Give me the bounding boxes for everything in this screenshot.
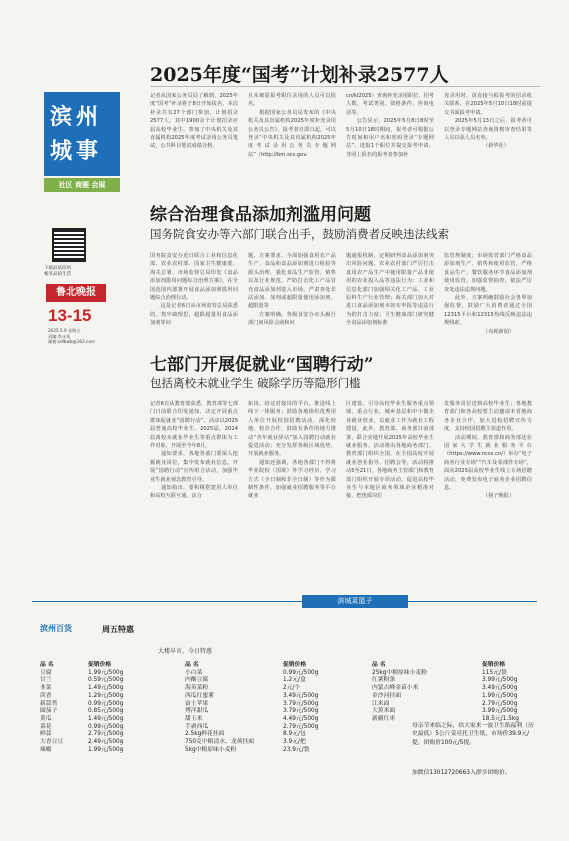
col-header-name: 品 名 [185,662,199,668]
product-price: 1.49元/500g [88,715,124,722]
banner-rule [32,601,537,602]
product-name: 西瓜红蜜薯 [185,692,214,699]
article2-col1: 国务院食安办近日联合工业和信息化部、农业农村部、国家卫生健康委、海关总署、市场监督总局印发《食品添加剂滥用问题综合治理方案》，在全国范围内部署开展食品添加剂滥用问题综合治理行动。 这是记者6日从市场监管总局获悉的。筑牢疏理思，超限超量用食品添加剂等问 [150,253,238,327]
table-row [185,708,365,716]
product-price: 2.79元/500g [283,723,319,730]
product-name: 黄瓜 [40,715,52,722]
table-row [40,747,170,755]
table-row [185,693,365,701]
section-logo [44,92,120,176]
article3-col4: 发服务岗位送到高校毕业生；各地教育部门和各高校要主动邀请本省地商务企业合作，加大进校招聘宣传力度，支持校园招聘主渠道作用。 活动期间，教育部和商务部还在国家大学生就业服务平台（https://www.ncss.cn/）举办“电子商务行业专场”“汽车及零部件专场”，面向2025届高校毕业生线上专场招聘活动，免费发布电子商务企业招聘信息。 （扬子晚报） [444,401,532,500]
table-row [40,685,170,693]
product-price: 1.99元/500g [88,746,124,753]
table-row [185,731,365,739]
table-row [185,670,365,678]
product-name: 菜花 [40,723,52,730]
product-name: 小白菜 [185,669,203,676]
article2-col4: 监管规制度；市场监管部门严格食品添加剂生产、销售和使用监管，严格食品生产、餐饮服务环节食品添加剂使用监管，加强监督抽查，依法严厉查处违法违规问题。 此外，方案明确鼓励社会各界加强监督，鼓励广大消费者通过全国12315平台和12315热线反映违法违规线索。 （央视新闻） [444,253,532,335]
product-price: 0.99元/500g [88,723,124,730]
product-name: 豆腐 [40,669,52,676]
product-name: 韭菜 [40,685,52,692]
article1-headline: 2025年度“国考”计划补录2577人 [150,64,449,86]
col-header-price: 促销价格 [482,662,506,668]
product-name: 富士苹果 [185,700,209,707]
product-price: 23.9元/袋 [283,746,310,753]
product-name: 海英菜粉 [185,685,209,692]
issue-meta [48,328,95,345]
table-row [185,677,365,685]
page-range: 13-15 [48,306,92,325]
product-price: 1.29元/500g [88,692,124,699]
product-price: 3.49元/500g [482,685,518,692]
table-row [372,677,542,685]
table-header [372,662,542,670]
table-row [185,747,365,755]
product-name: 大黄米面 [372,708,396,715]
promo-note: 母亲节来临之际，给大家来一波卫生纸福利（历史最低）5公斤姜亮托卫生纸，市场价39.9元/提，团购价100元/5提。 [412,723,534,746]
product-price: 18.5元/1.5kg [482,715,519,722]
product-price: 2元/个 [283,685,301,692]
product-price: 0.59元/500g [88,677,124,684]
table-row [372,708,542,716]
market-subtitle: 大楼早市，今日特惠 [158,648,213,655]
product-name: 大青豆豆 [40,739,64,746]
product-name: 博洋甜瓜 [185,708,209,715]
product-name: 新疆红枣 [372,715,396,722]
product-price: 3.49元/500g [283,692,319,699]
col-header-name: 品 名 [372,662,386,668]
market-title: 周五特惠 [102,625,134,634]
table-row [372,685,542,693]
price-table-2 [185,662,365,754]
price-table-3 [372,662,542,724]
product-name: 圆茄子 [40,708,58,715]
product-name: 内蒙古峰金苗小米 [372,685,419,692]
article1-col4: 充录用时，请直接与拟报考的招录机关联系，在2025年5月10日18时前提交书面报考申请。 2025年5月13日之后，报考者可以登录专题网站查询资格审查结果等人员以获人员名单。 （新华社） [444,93,532,150]
product-name: 750克中粮清水、龙须挂面 [185,739,255,746]
product-price: 0.99元/500g [88,700,124,707]
product-price: 2.79元/500g [88,731,124,738]
product-price: 3.99元/500g [482,677,518,684]
product-name: 红薯粉条 [372,677,396,684]
product-price: 0.99元/500g [283,669,319,676]
qr-caption: 下载品质滨州 畅享品质生活 [44,266,71,277]
product-name: 甘兰 [40,677,52,684]
table-row [185,739,365,747]
table-row [185,685,365,693]
market-banner: 滨城菜篮子 [302,595,408,608]
article2-headline: 综合治理食品添加剂滥用问题 [150,205,371,225]
table-row [372,693,542,701]
product-price: 3.79元/500g [283,708,319,715]
product-name: 江米面 [372,700,390,707]
table-row [40,693,170,701]
product-price: 1.99元/500g [88,669,124,676]
table-row [40,739,170,747]
article2-col2: 题，方案要求，全面加强食用农产品生产、食品和食品添加剂进口检验等源头治理，强化食品生产监管，销售以及行业规范，严防打击化工产品冒充食品添加剂进入市场，严肃查处非法添加、加剂或超限量使用添加剂、超限量等 方案明确，各级食安办牵头履行部门间风险会商和问 [248,253,336,327]
table-header [40,662,170,670]
article3-headline: 七部门开展促就业“国聘行动” [150,355,374,375]
issue-date: 2025.5.9 星期五 [48,328,81,333]
article3-col3: 区建设，引导高校毕业生服务重点领域、重点行业，城乡基层和中小微企业就业创业，以就业工作为就业工程建设，此外，教育部、商务部日前部署，联合实地开展2025年高校毕业生就业服务。活动将由各地商务部门、教育部门组织全国，在全国高校开展就业创业指导、招聘会等，活动将推动5至21日，各地商务主管部门和教育部门组织开展专项活动，促进高校毕业生与本地区商务领域企业精准对接，把优质岗位 [346,401,434,500]
table-row [40,677,170,685]
product-name: 25kg中粮原味小麦粉 [372,669,427,676]
product-price: 3.9元/把 [283,739,306,746]
product-name: 金沙河挂面 [372,692,401,699]
table-header [185,662,365,670]
product-price: 3.99元/500g [482,708,518,715]
section-subtitle: 社区 商圈 会展 [44,178,120,192]
promo-contact: 加微信13012720663入群享团购价。 [412,770,511,776]
product-name: 手剥西瓜 [185,723,209,730]
article1-col1: 记者从国家公务员局了解到，2025年度“国考”补录将于8日开始报名，本次补录共有27个部门参加，计划招录2577人，其中1900余个计划招录应届高校毕业生。参加了中央机关及其直属机构2025年度考试录用公务员笔试，公共科目笔试成绩合格， [150,93,238,150]
article1-col3: cn/kl2025）查询补充录用职位、招考人数、考试类别、资格条件、咨询电话等。 公告显示，2025年5月8日8时至5月10日18时期间，报考者可根据公告时间和用户名和密码登录“专题网站”，选报1个职位并提交报考申请。非同上报名的报考者参加补 [346,93,434,158]
article3-col2: 拓岗，给这对接岗的平台，推进线上线下一体服务；鼓励各地组织优秀用人单位开展校园招聘活动，深化校地、校企合作，鼓励有条件的地方推动“青年就业驿站”加入国聘行动就业促进活动；充分发挥各级区域优势，开展就业服务。 通知还强调，各地各部门不得将毕业院校（国境）外学习经历、学习方式（全日制和非全日制）等作为限制性条件，加强就业招聘服务等平台就业 [248,401,336,500]
article3-col1: 记者6日从教育部获悉，教育部等七部门日前联合印发通知，决定开展重点群体促就业“国聘行动”。活动以2025届普通高校毕业生、2025届、2024届离校未就业毕业生等重点群体为工作对象，开展至今年8月。 通知要求，各地各部门要深入挖掘就业岗位，集中发布就业信息。开展“国聘行动”宣传组合活动，加强毕业生就业观念教育引导。 通知指出，要积极搭建用人单位和高校互联互通，活合 [150,401,238,500]
table-row [40,731,170,739]
product-name: 鲜蒜 [40,731,52,738]
article3-subhead: 包括离校未就业学生 破除学历等隐形门槛 [150,376,361,390]
logo-line2: 城事 [50,138,103,164]
product-price: 0.85元/500g [88,708,124,715]
article1-col2: 且未被原报考职位录用的人员可以报名。 根据国家公务员局发布的《中央机关及其直属机构2025年度补充录用公务员公告》，报考者自即日起，可以登录“中央机关及其直属机构2025年度考试录用公务员专题网站”（http://bm.scs.gov. [248,93,336,158]
product-price: 1.99元/500g [482,692,518,699]
product-price: 8.9元/包 [283,731,306,738]
product-price: 4.49元/500g [283,715,319,722]
divider [150,86,540,87]
table-row [40,716,170,724]
table-row [185,716,365,724]
product-name: 内酯豆腐 [185,677,209,684]
table-row [185,701,365,709]
product-price: 1.2元/盒 [283,677,306,684]
product-price: 115元/袋 [482,669,507,676]
table-row [40,708,170,716]
product-name: 辣椒 [40,746,52,753]
paper-logo: 鲁北晚报 [46,284,106,302]
price-table-1 [40,662,170,754]
product-name: 5kg中粮原味小麦粉 [185,746,237,753]
col-header-name: 品 名 [40,662,54,668]
product-price: 2.79元/500g [482,700,518,707]
article2-subhead: 国务院食安办等六部门联合出手，鼓励消费者反映违法线索 [150,227,449,241]
product-name: 新蒜苔 [40,700,58,707]
product-price: 1.49元/500g [88,685,124,692]
product-name: 茴香 [40,692,52,699]
issue-editor: 责编:李永英 [48,333,71,339]
logo-line1: 滨州 [50,104,103,130]
col-header-price: 促销价格 [88,662,112,668]
product-name: 2.5kg鲜花挂面 [185,731,225,738]
product-name: 甜玉米 [185,715,203,722]
product-price: 3.79元/500g [283,700,319,707]
article2-col3: 题通报机制，定期研判食品添加剂突出风险问题。农业农村部门严厉打击食用农产品生产中使用限量产品非使用的农业投入品等违法行为；工业和信息化部门加强相关化工产品、工业原料生产行业管理；海关部门加大对进口食品添加剂未如实申报等违法行为的打击力度；卫生健康部门研究健全食品添加剂标准 [346,253,434,327]
qr-code-icon[interactable] [52,228,86,262]
market-logo: 滨州百货 [40,623,72,633]
col-header-price: 促销价格 [283,662,307,668]
issue-email: 邮箱:sdlbwb@163.com [48,339,95,345]
product-price: 2.49元/500g [88,739,124,746]
